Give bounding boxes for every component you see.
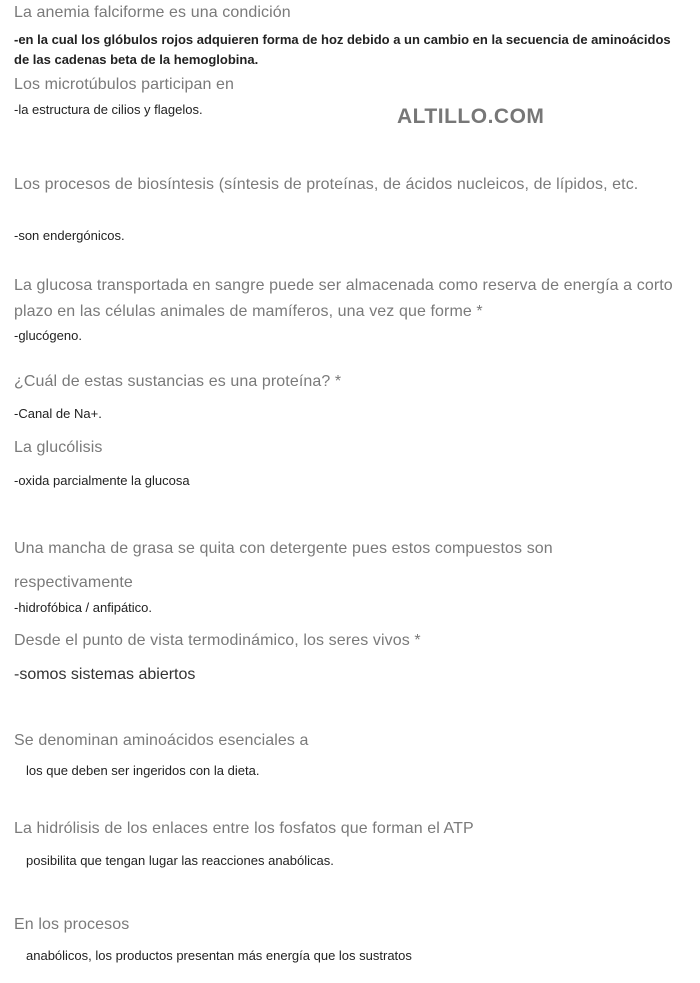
question-text: Los procesos de biosíntesis (síntesis de proteínas, de ácidos nucleicos, de lípidos, etc. [14, 176, 639, 193]
answer-text: -Canal de Na+. [14, 406, 102, 421]
question-text: Una mancha de grasa se quita con detergente pues estos compuestos son respectivamente [14, 540, 553, 591]
watermark: ALTILLO.COM [397, 105, 545, 128]
answer-text: -en la cual los glóbulos rojos adquieren forma de hoz debido a un cambio en la secuencia de aminoácidos de las cadenas beta de la hemoglobina. [14, 32, 671, 67]
answer-text: -la estructura de cilios y flagelos. [14, 102, 203, 117]
answer-text: -oxida parcialmente la glucosa [14, 473, 190, 488]
answer-text: -somos sistemas abiertos [14, 666, 196, 683]
answer-text: -son endergónicos. [14, 228, 125, 243]
answer-text: -glucógeno. [14, 328, 82, 343]
answer-text: los que deben ser ingeridos con la dieta. [26, 763, 260, 778]
answer-text: -hidrofóbica / anfipático. [14, 600, 153, 615]
question-text: Se denominan aminoácidos esenciales a [14, 732, 309, 749]
question-text: La anemia falciforme es una condición [14, 4, 291, 21]
question-text: La hidrólisis de los enlaces entre los fosfatos que forman el ATP [14, 820, 474, 837]
question-text: La glucólisis [14, 439, 103, 456]
question-text: Desde el punto de vista termodinámico, los seres vivos * [14, 632, 421, 649]
question-text: La glucosa transportada en sangre puede ser almacenada como reserva de energía a corto plazo en las células animales de mamíferos, una vez que forme * [14, 277, 673, 320]
answer-text: posibilita que tengan lugar las reacciones anabólicas. [26, 853, 334, 868]
question-text: En los procesos [14, 916, 130, 933]
question-text: ¿Cuál de estas sustancias es una proteína? * [14, 373, 342, 390]
answer-text: anabólicos, los productos presentan más energía que los sustratos [26, 948, 412, 963]
question-text: Los microtúbulos participan en [14, 76, 235, 93]
